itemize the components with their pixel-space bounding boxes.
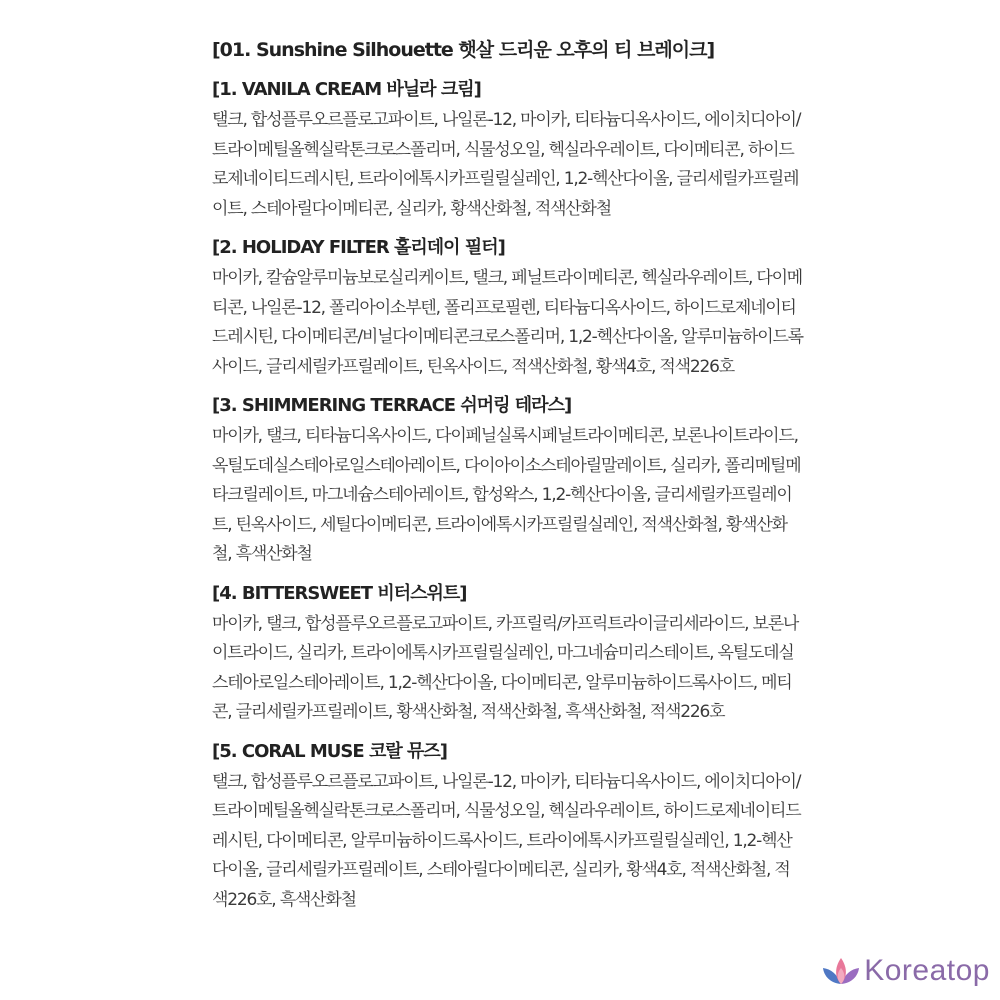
shade-heading: [2. HOLIDAY FILTER 홀리데이 필터] [212,237,505,258]
shade-heading: [1. VANILA CREAM 바닐라 크림] [212,79,481,100]
shade-section-5 [212,738,804,916]
shade-ingredients: 마이카, 탤크, 티타늄디옥사이드, 다이페닐실록시페닐트라이메티콘, 보론나이트라이드, 옥틸도데실스테아로일스테아레이트, 다이아이소스테아릴말레이트, 실리카, 폴리메틸메타크릴레이트, 마그네슘스테아레이트, 합성왁스, 1,2-헥산다이올, 글리세릴카프릴레이트, 틴옥사이드, 세틸다이메티콘, 트라이에톡시카프릴릴실레인, 적색산화철, 황색산화철, 흑색산화철 [212,426,801,564]
shade-ingredients: 마이카, 탤크, 합성플루오르플로고파이트, 카프릴릭/카프릭트라이글리세라이드, 보론나이트라이드, 실리카, 트라이에톡시카프릴릴실레인, 마그네슘미리스테이트, 옥틸도데실스테아로일스테아레이트, 1,2-헥산다이올, 다이메티콘, 알루미늄하이드록사이드, 메티콘, 글리세릴카프릴레이트, 황색산화철, 적색산화철, 흑색산화철, 적색226호 [212,613,799,722]
shade-heading: [4. BITTERSWEET 비터스위트] [212,582,467,604]
lotus-icon [822,956,860,986]
product-title: [01. Sunshine Silhouette 햇살 드리운 오후의 티 브레이크] [212,39,715,61]
ingredients-document [212,36,804,925]
shade-heading: [3. SHIMMERING TERRACE 쉬머링 테라스] [212,395,572,416]
shade-section-1 [212,76,804,224]
shade-section-4 [212,580,804,728]
shade-heading: [5. CORAL MUSE 코랄 뮤즈] [212,740,447,762]
shade-section-3 [212,392,804,570]
shade-ingredients: 탤크, 합성플루오르플로고파이트, 나일론-12, 마이카, 티타늄디옥사이드, 에이치디아이/트라이메틸올헥실락톤크로스폴리머, 식물성오일, 헥실라우레이트, 다이메티콘, 하이드로제네이티드레시틴, 트라이에톡시카프릴릴실레인, 1,2-헥산다이올, 글리세릴카프릴레이트, 스테아릴다이메티콘, 실리카, 황색산화철, 적색산화철 [212,110,801,219]
shade-ingredients: 탤크, 합성플루오르플로고파이트, 나일론-12, 마이카, 티타늄디옥사이드, 에이치디아이/트라이메틸올헥실락톤크로스폴리머, 식물성오일, 헥실라우레이트, 하이드로제네이티드레시틴, 다이메티콘, 알루미늄하이드록사이드, 트라이에톡시카프릴릴실레인, 1,2-헥산다이올, 글리세릴카프릴레이트, 스테아릴다이메티콘, 실리카, 황색4호, 적색산화철, 적색226호, 흑색산화철 [212,771,801,910]
shade-section-2 [212,234,804,382]
shade-ingredients: 마이카, 칼슘알루미늄보로실리케이트, 탤크, 페닐트라이메티콘, 헥실라우레이트, 다이메티콘, 나일론-12, 폴리아이소부텐, 폴리프로필렌, 티타늄디옥사이드, 하이드로제네이티드레시틴, 다이메티콘/비닐다이메티콘크로스폴리머, 1,2-헥산다이올, 알루미늄하이드록사이드, 글리세릴카프릴레이트, 틴옥사이드, 적색산화철, 황색4호, 적색226호 [212,268,803,377]
koreatop-logo [822,954,990,988]
logo-text: Koreatop [864,954,990,987]
